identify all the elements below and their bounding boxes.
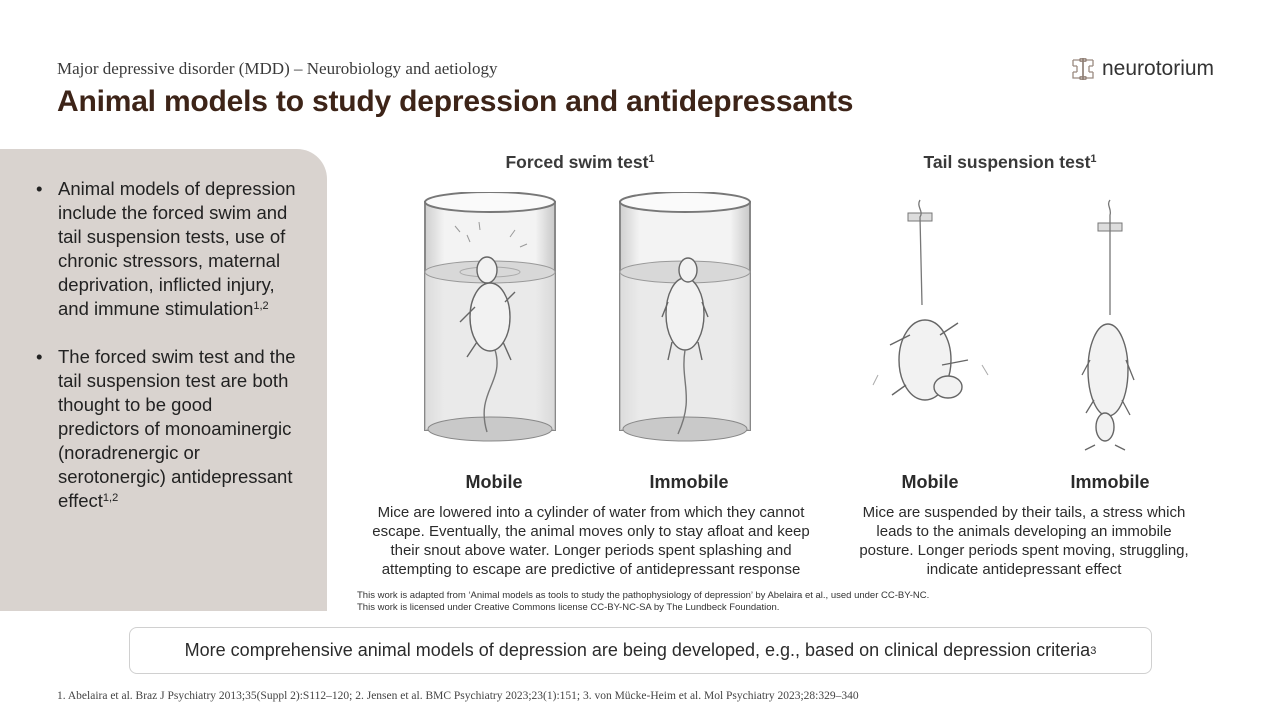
tail-suspension-title-text: Tail suspension test [923, 152, 1091, 172]
forced-swim-title-text: Forced swim test [505, 152, 649, 172]
image-credit [357, 590, 929, 614]
credit-line-1: This work is adapted from ‘Animal models as tools to study the pathophysiology of depression’ by Abelaira et al., used under CC-BY-NC. [357, 590, 930, 601]
subtitle: Major depressive disorder (MDD) – Neurobiology and aetiology [57, 59, 498, 78]
bullet-text: Animal models of depression include the forced swim and tail suspension tests, use of chronic stressors, maternal deprivation, inflicted injury, and immune stimulation [58, 178, 296, 319]
credit-line-2: This work is licensed under Creative Commons license CC-BY-NC-SA by The Lundbeck Foundation. [357, 602, 780, 613]
logo [1070, 55, 1214, 83]
bullet-item [36, 345, 296, 513]
tail-suspension-title [905, 152, 1115, 173]
tail-suspension-immobile-illustration [1050, 195, 1170, 460]
references: 1. Abelaira et al. Braz J Psychiatry 2013;35(Suppl 2):S112–120; 2. Jensen et al. BMC Psychiatry 2023;23(1):151; 3. von Mücke-Heim et al. Mol Psychiatry 2023;28:329–340 [57, 690, 859, 702]
tail-suspension-citation: 1 [1090, 153, 1097, 165]
forced-swim-title [480, 152, 680, 173]
tail-suspension-mobile-illustration [870, 195, 990, 420]
tail-suspension-mobile-label: Mobile [901, 472, 959, 492]
forced-swim-description: Mice are lowered into a cylinder of water from which they cannot escape. Eventually, the animal moves only to stay afloat and keep their snout above water. Longer periods spent splashing and attempting to escape are predictive of antidepressant response [372, 504, 810, 578]
tail-suspension-immobile-label: Immobile [1070, 472, 1150, 492]
bullet-item [36, 177, 296, 321]
bullet-citation: 1,2 [253, 300, 269, 312]
key-message-banner: More comprehensive animal models of depression are being developed, e.g., based on clinical depression criteria 3 [129, 627, 1152, 674]
forced-swim-mobile-illustration [415, 192, 565, 447]
page-title: Animal models to study depression and antidepressants [57, 85, 854, 118]
bullet-citation: 1,2 [102, 492, 119, 504]
summary-panel [0, 149, 327, 611]
forced-swim-citation: 1 [648, 153, 655, 165]
tail-suspension-description: Mice are suspended by their tails, a stress which leads to the animals developing an immobile posture. Longer periods spent moving, struggling, indicate antidepressant effect [859, 504, 1189, 578]
logo-text: neurotorium [1102, 57, 1215, 80]
forced-swim-immobile-illustration [610, 192, 760, 447]
bullet-list [36, 177, 296, 537]
bullet-text: The forced swim test and the tail suspension test are both thought to be good predictors of monoaminergic (noradrenergic or serotonergic) antidepressant effect [58, 346, 296, 511]
banner-text: More comprehensive animal models of depression are being developed, e.g., based on clinical depression criteria [184, 640, 1091, 660]
brain-grid-icon [1070, 55, 1096, 83]
forced-swim-mobile-label: Mobile [465, 472, 523, 492]
forced-swim-immobile-label: Immobile [649, 472, 729, 492]
